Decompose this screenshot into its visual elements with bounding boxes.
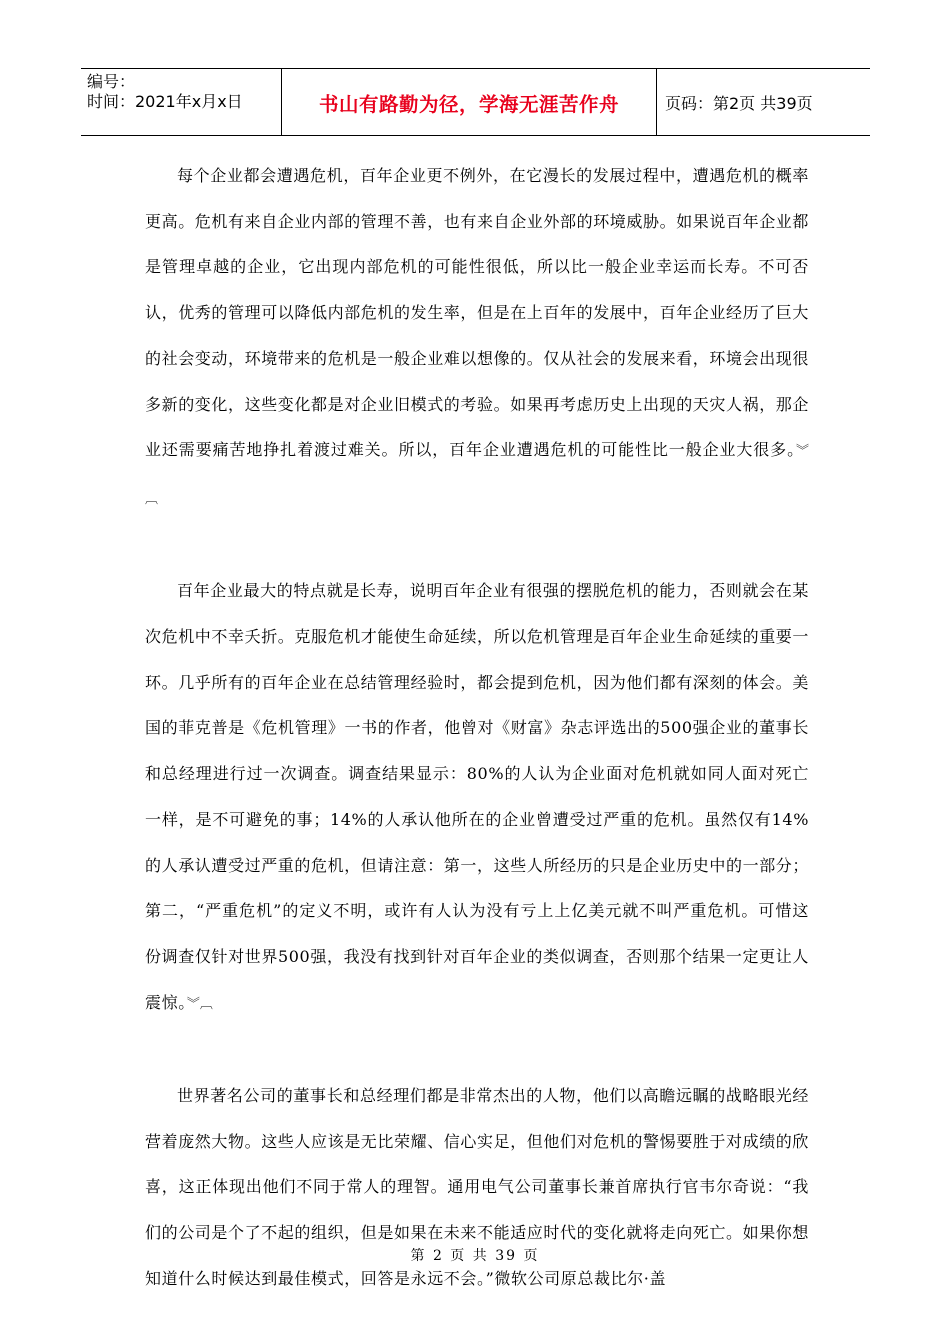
- document-body: [145, 153, 809, 1302]
- page-header: [81, 68, 870, 136]
- paragraph-1: [145, 153, 809, 523]
- paragraph-text: 百年企业最大的特点就是长寿，说明百年企业有很强的摆脱危机的能力，否则就会在某次危机中不幸夭折。克服危机才能使生命延续，所以危机管理是百年企业生命延续的重要一环。几乎所有的百年企业在总结管理经验时，都会提到危机，因为他们都有深刻的体会。美国的菲克普是《危机管理》一书的作者，他曾对《财富》杂志评选出的500强企业的董事长和总经理进行过一次调查。调查结果显示：80%的人认为企业面对危机就如同人面对死亡一样，是不可避免的事；14%的人承认他所在的企业曾遭受过严重的危机。虽然仅有14%的人承认遭受过严重的危机，但请注意：第一，这些人所经历的只是企业历史中的一部分；第二，“严重危机”的定义不明，或许有人认为没有亏上上亿美元就不叫严重危机。可惜这份调查仅针对世界500强，我没有找到针对百年企业的类似调查，否则那个结果一定更让人震惊。: [145, 581, 810, 1012]
- page-footer: 第 2 页 共 39 页: [410, 1248, 540, 1264]
- header-meta: [81, 69, 282, 135]
- header-motto: 书山有路勤为径，学海无涯苦作舟: [318, 93, 619, 116]
- document-number-label: 编号：: [87, 72, 136, 91]
- paragraph-3: [145, 1073, 809, 1302]
- paragraph-end-mark: ︾︹: [145, 444, 809, 507]
- paragraph-2: [145, 568, 809, 1027]
- document-date: 时间：2021年x月x日: [87, 92, 243, 111]
- header-motto-cell: [282, 69, 657, 135]
- paragraph-text: 世界著名公司的董事长和总经理们都是非常杰出的人物，他们以高瞻远瞩的战略眼光经营着庞然大物。这些人应该是无比荣耀、信心实足，但他们对危机的警惕要胜于对成绩的欣喜，这正体现出他们不同于常人的理智。通用电气公司董事长兼首席执行官韦尔奇说：“我们的公司是个了不起的组织，但是如果在未来不能适应时代的变化就将走向死亡。如果你想知道什么时候达到最佳模式，回答是永远不会。”微软公司原总裁比尔·盖: [145, 1086, 810, 1288]
- paragraph-text: 每个企业都会遭遇危机，百年企业更不例外，在它漫长的发展过程中，遭遇危机的概率更高。危机有来自企业内部的管理不善，也有来自企业外部的环境威胁。如果说百年企业都是管理卓越的企业，它出现内部危机的可能性很低，所以比一般企业幸运而长寿。不可否认，优秀的管理可以降低内部危机的发生率，但是在上百年的发展中，百年企业经历了巨大的社会变动，环境带来的危机是一般企业难以想像的。仅从社会的发展来看，环境会出现很多新的变化，这些变化都是对企业旧模式的考验。如果再考虑历史上出现的天灾人祸，那企业还需要痛苦地挣扎着渡过难关。所以，百年企业遭遇危机的可能性比一般企业大很多。: [145, 166, 810, 460]
- paragraph-end-mark: ︾︹: [186, 996, 213, 1012]
- header-page-info: 页码：第2页 共39页: [665, 94, 813, 113]
- header-page-info-cell: [657, 69, 870, 135]
